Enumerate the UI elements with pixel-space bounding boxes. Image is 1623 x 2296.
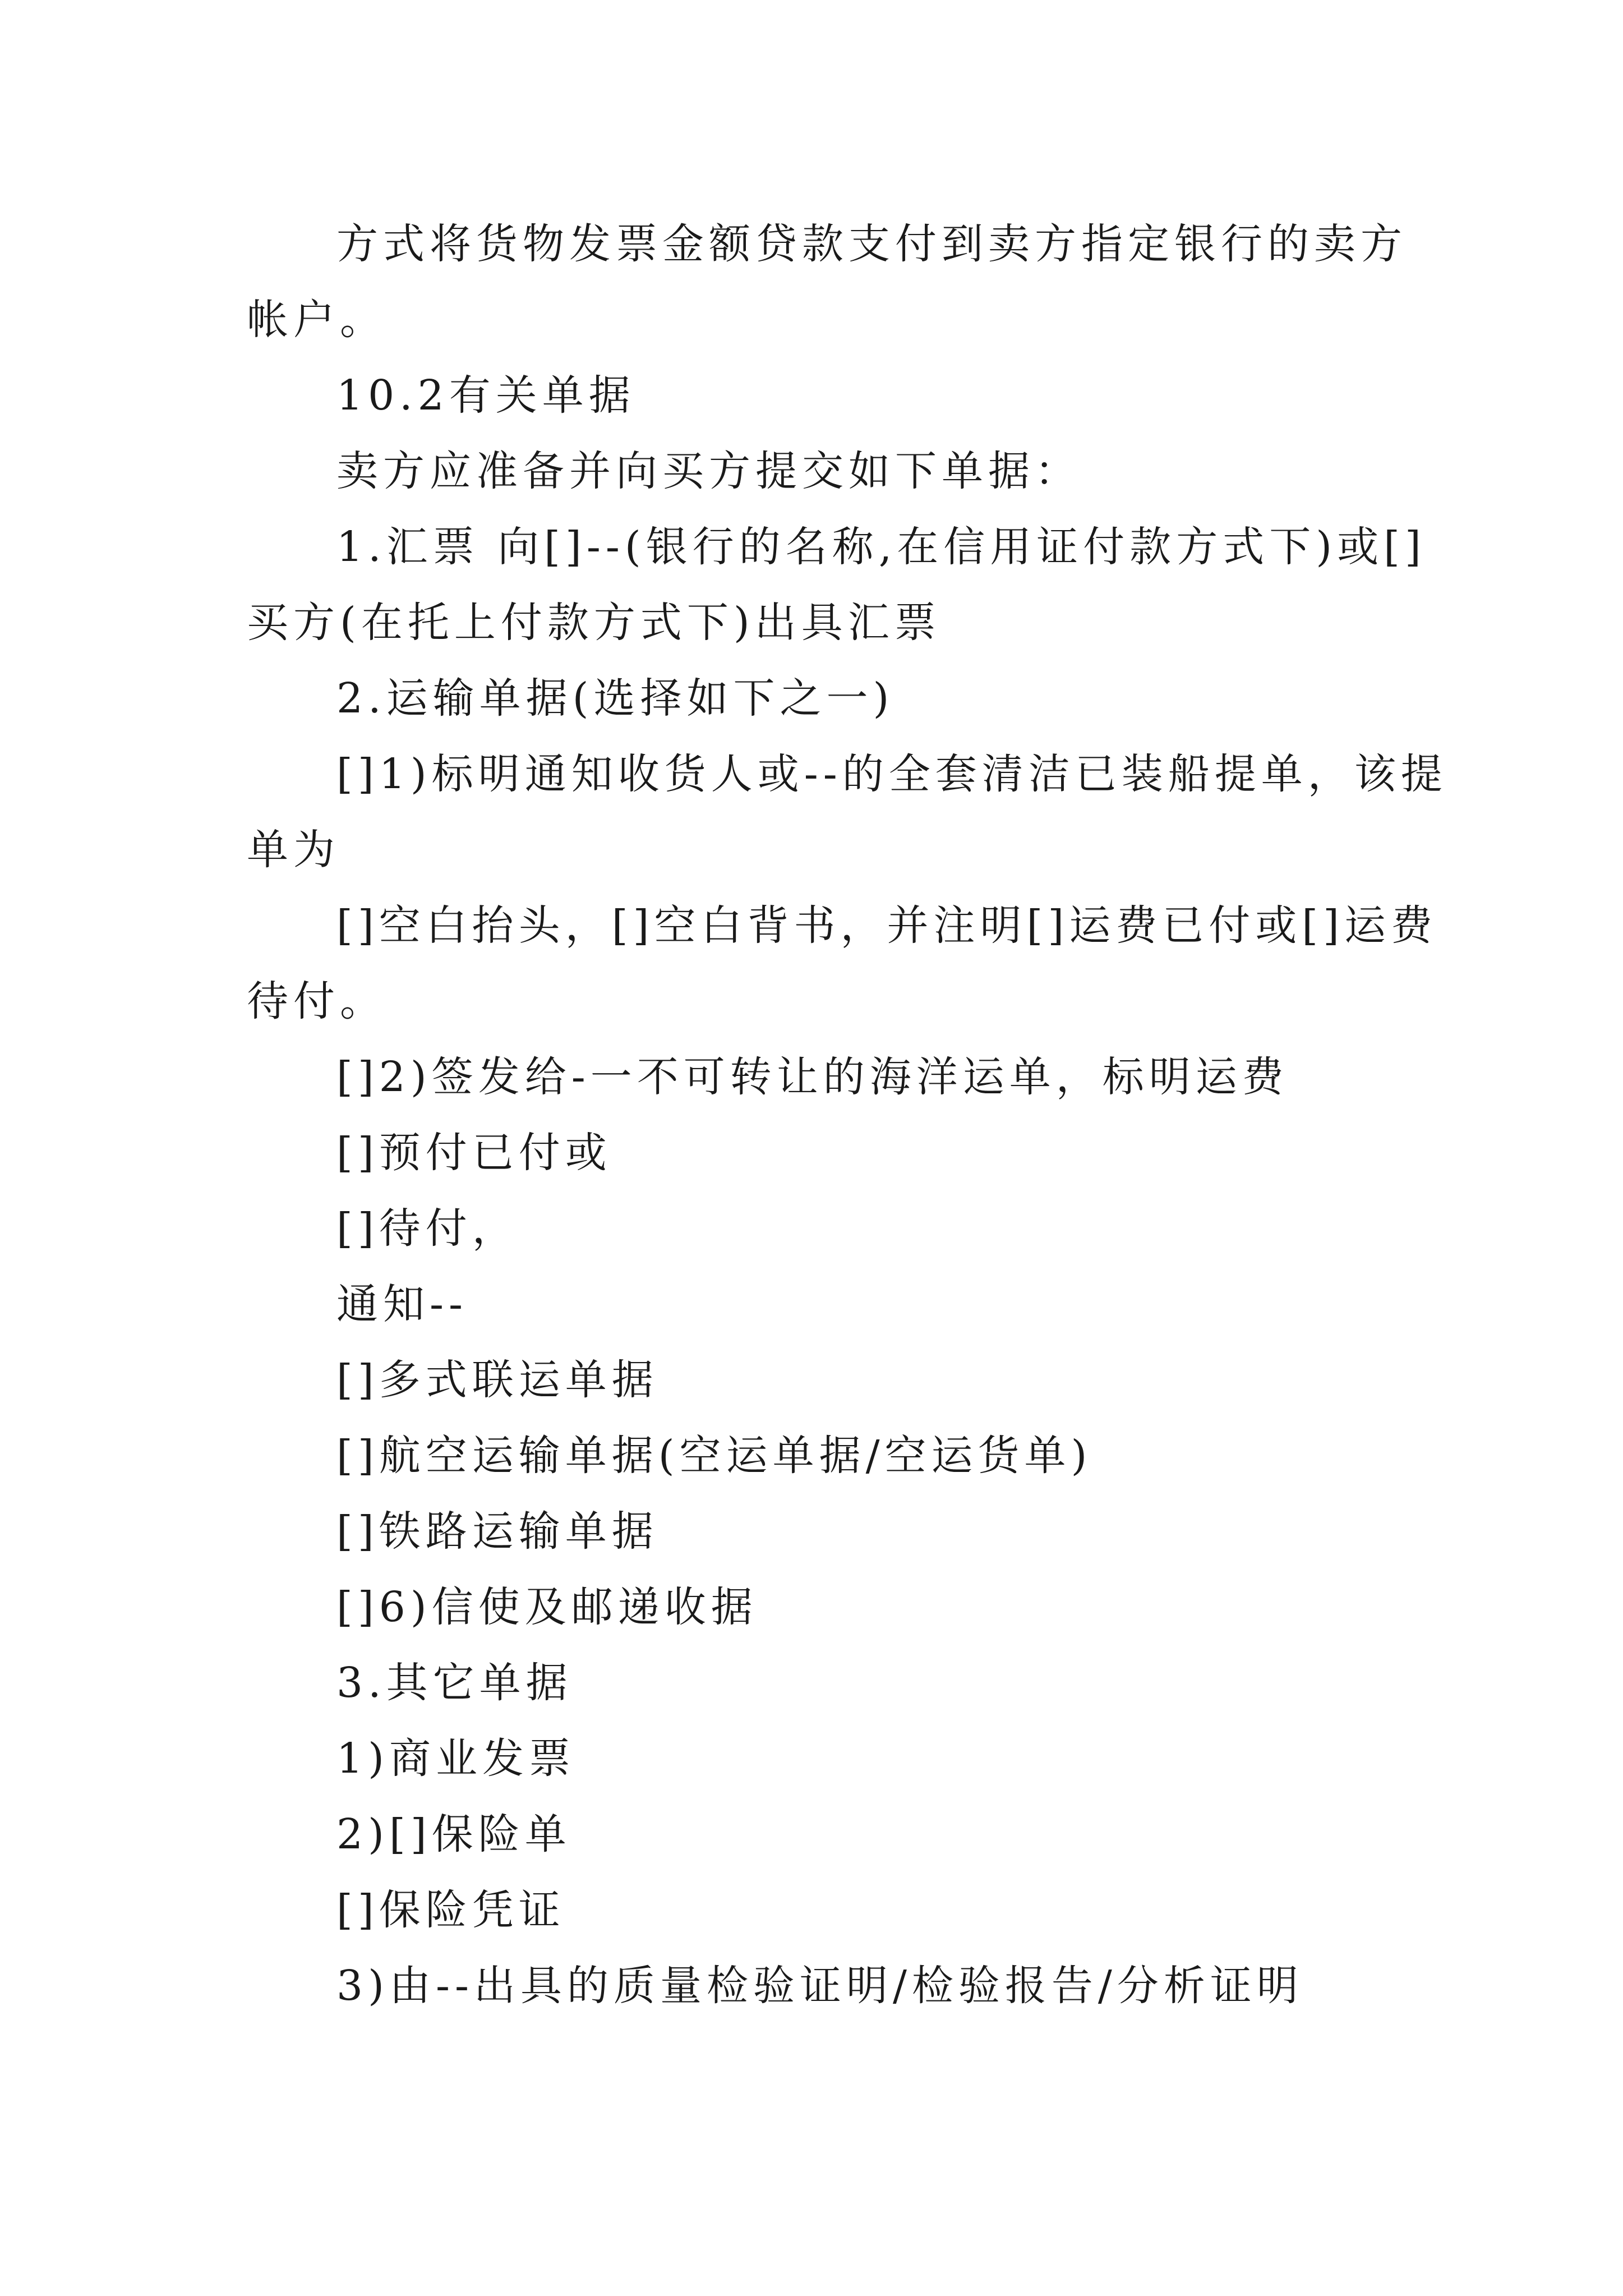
list-item: []待付， (336, 1204, 519, 1253)
body-line: 方式将货物发票金额贷款支付到卖方指定银行的卖方 (336, 220, 1407, 268)
list-item: []多式联运单据 (336, 1356, 658, 1404)
list-item: 2)[]保险单 (336, 1810, 571, 1858)
body-line: 待付。 (247, 977, 386, 1025)
list-item: 3)由--出具的质量检验证明/检验报告/分析证明 (336, 1962, 1303, 2010)
list-item: []6)信使及邮递收据 (336, 1583, 758, 1631)
body-line: 通知-- (336, 1280, 468, 1328)
body-line: 帐户。 (247, 296, 386, 344)
list-item: []1)标明通知收货人或--的全套清洁已装船提单，该提 (336, 750, 1447, 798)
list-item: []航空运输单据(空运单据/空运货单) (336, 1432, 1092, 1480)
section-heading: 3.其它单据 (336, 1659, 573, 1707)
list-item: 2.运输单据(选择如下之一) (336, 674, 895, 723)
list-item: []空白抬头，[]空白背书，并注明[]运费已付或[]运费 (336, 901, 1437, 950)
list-item: []2)签发给-一不可转让的海洋运单，标明运费 (336, 1053, 1289, 1101)
list-item: []预付已付或 (336, 1129, 612, 1177)
list-item: 1.汇票 向[]--(银行的名称,在信用证付款方式下)或[] (336, 523, 1426, 571)
body-line: 单为 (247, 826, 340, 874)
list-item: []保险凭证 (336, 1886, 565, 1934)
list-item: []铁路运输单据 (336, 1507, 658, 1556)
body-line: 买方(在托上付款方式下)出具汇票 (247, 599, 941, 647)
section-heading: 10.2有关单据 (336, 371, 635, 420)
list-item: 1)商业发票 (336, 1734, 575, 1783)
body-line: 卖方应准备并向买方提交如下单据： (336, 447, 1081, 495)
